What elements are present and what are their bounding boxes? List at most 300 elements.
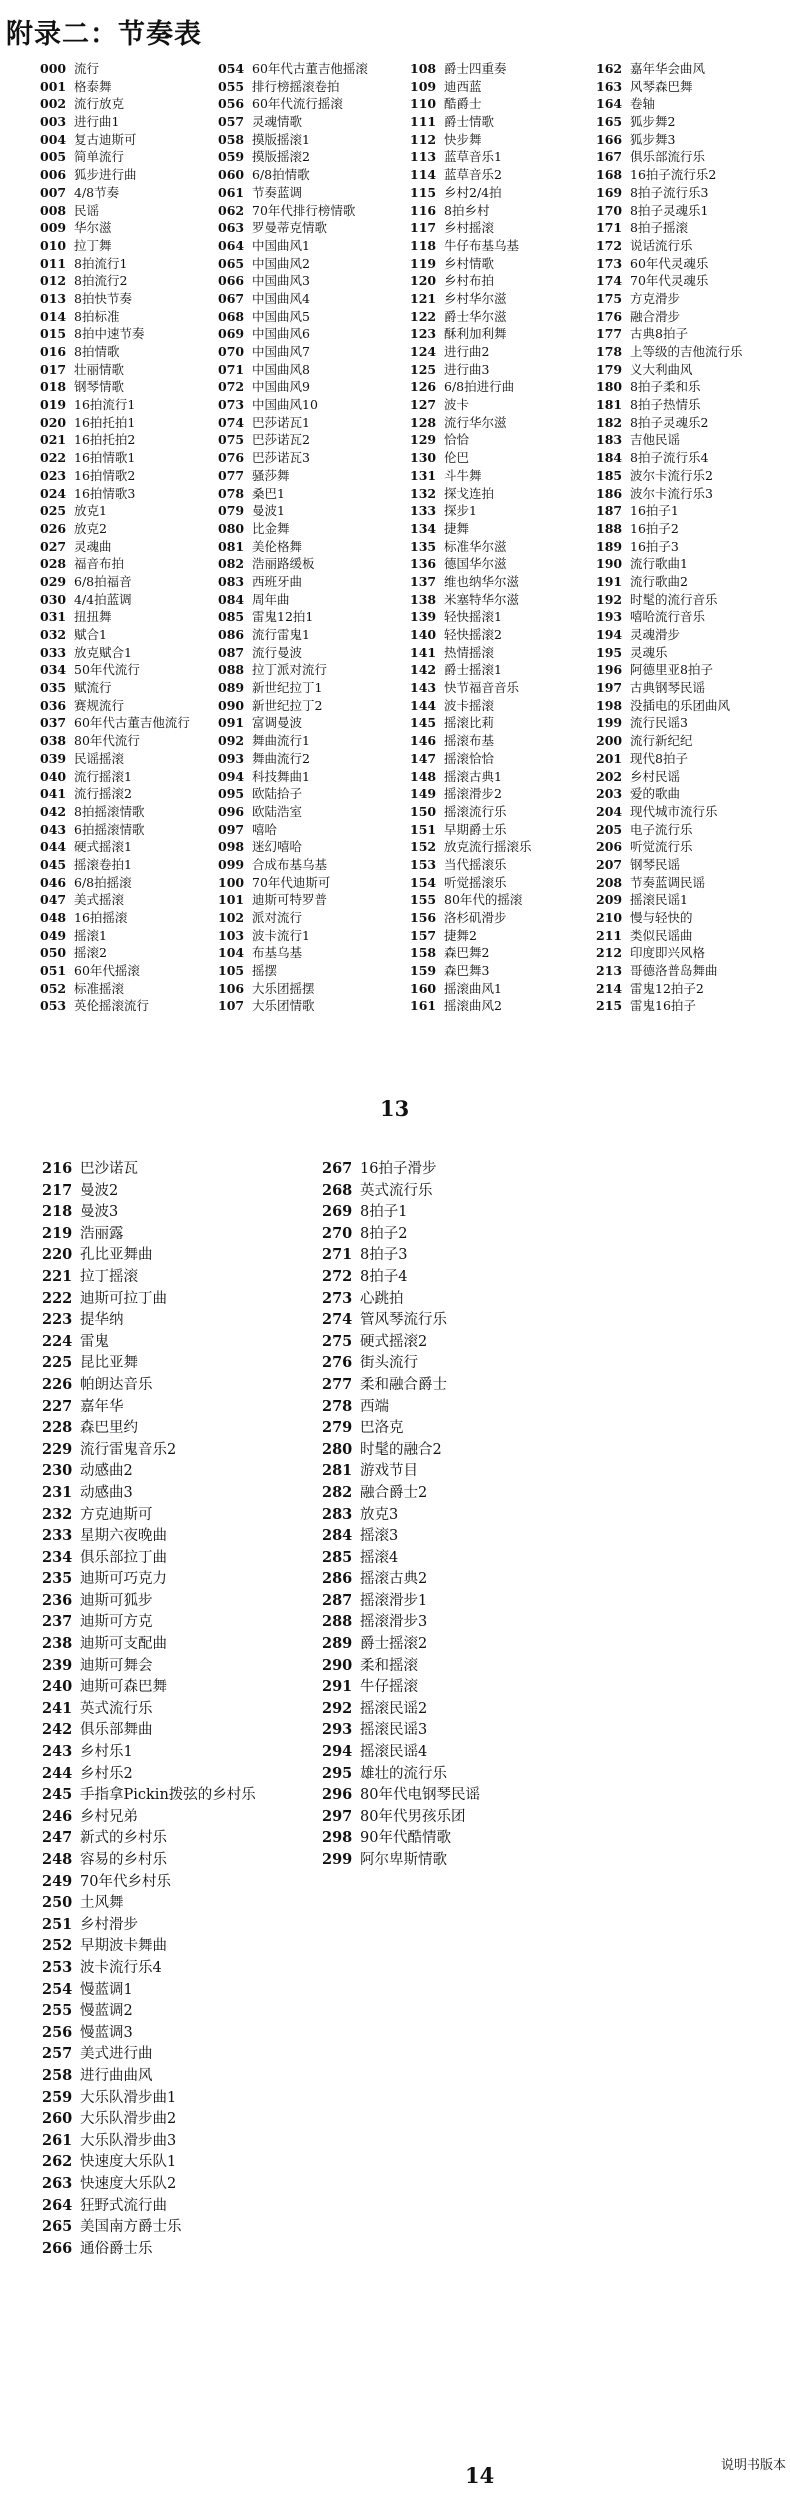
rhythm-entry xyxy=(42,1741,256,1763)
rhythm-entry xyxy=(218,962,368,980)
rhythm-number: 204 xyxy=(596,803,623,819)
footer-text: 说明书版本 xyxy=(720,2458,786,2473)
rhythm-number: 176 xyxy=(596,308,623,324)
rhythm-entry xyxy=(42,2238,256,2260)
rhythm-entry xyxy=(410,502,532,520)
rhythm-name: 英式流行乐 xyxy=(80,1700,153,1717)
rhythm-name: 狐步舞2 xyxy=(630,114,676,130)
rhythm-name: 听觉流行乐 xyxy=(630,839,693,855)
rhythm-entry xyxy=(410,219,532,237)
rhythm-number: 269 xyxy=(322,1203,353,1221)
rhythm-number: 154 xyxy=(410,874,437,890)
rhythm-number: 009 xyxy=(40,220,67,236)
rhythm-entry xyxy=(40,997,190,1015)
rhythm-entry xyxy=(410,272,532,290)
rhythm-number: 021 xyxy=(40,432,67,448)
rhythm-name: 洛杉矶滑步 xyxy=(444,910,507,925)
rhythm-entry xyxy=(42,1676,256,1698)
rhythm-entry xyxy=(40,626,190,644)
rhythm-entry xyxy=(596,166,743,184)
rhythm-name: 酷爵士 xyxy=(444,96,482,112)
rhythm-entry xyxy=(42,1763,256,1785)
rhythm-number: 116 xyxy=(410,202,437,218)
rhythm-name: 8拍乡村 xyxy=(444,202,490,218)
rhythm-entry xyxy=(218,697,368,715)
rhythm-name: 摇滚曲风1 xyxy=(444,980,502,996)
rhythm-name: 斗牛舞 xyxy=(444,467,482,483)
rhythm-entry xyxy=(322,1547,480,1569)
rhythm-number: 076 xyxy=(218,450,245,466)
rhythm-number: 178 xyxy=(596,344,623,359)
rhythm-entry xyxy=(596,909,743,927)
rhythm-number: 289 xyxy=(322,1635,353,1653)
rhythm-entry xyxy=(42,1309,256,1331)
rhythm-entry xyxy=(410,732,532,750)
rhythm-number: 050 xyxy=(40,945,67,961)
rhythm-name: 80年代电钢琴民谣 xyxy=(360,1787,480,1804)
rhythm-name: 当代摇滚乐 xyxy=(444,856,507,872)
rhythm-name: 古典钢琴民谣 xyxy=(630,680,706,696)
rhythm-entry xyxy=(322,1309,480,1331)
rhythm-number: 207 xyxy=(596,856,623,872)
rhythm-entry xyxy=(42,1568,256,1590)
rhythm-name: 迪西蓝 xyxy=(444,78,482,94)
rhythm-name: 16拍子滑步 xyxy=(360,1161,437,1177)
rhythm-name: 动感曲2 xyxy=(80,1463,133,1480)
rhythm-entry xyxy=(40,785,190,803)
rhythm-entry xyxy=(40,768,190,786)
rhythm-entry xyxy=(218,909,368,927)
rhythm-entry xyxy=(410,803,532,821)
rhythm-entry xyxy=(596,714,743,732)
rhythm-number: 161 xyxy=(410,998,437,1014)
rhythm-entry xyxy=(596,520,743,538)
rhythm-entry xyxy=(218,202,368,220)
rhythm-entry xyxy=(596,644,743,662)
rhythm-entry xyxy=(596,626,743,644)
rhythm-number: 077 xyxy=(218,467,245,483)
rhythm-name: 浩丽露 xyxy=(80,1225,124,1242)
rhythm-number: 150 xyxy=(410,803,437,819)
rhythm-name: 波尔卡流行乐3 xyxy=(630,485,713,501)
rhythm-name: 乡村乐2 xyxy=(80,1765,133,1782)
rhythm-number: 212 xyxy=(596,945,623,961)
rhythm-number: 195 xyxy=(596,644,623,660)
rhythm-name: 合成布基乌基 xyxy=(252,856,328,872)
rhythm-entry xyxy=(410,785,532,803)
rhythm-number: 056 xyxy=(218,96,245,112)
rhythm-name: 大乐队滑步曲2 xyxy=(80,2111,177,2128)
rhythm-name: 民谣摇滚 xyxy=(74,750,125,766)
rhythm-entry xyxy=(596,821,743,839)
rhythm-number: 138 xyxy=(410,591,437,607)
rhythm-entry xyxy=(322,1741,480,1763)
rhythm-entry xyxy=(40,502,190,520)
rhythm-number: 064 xyxy=(218,237,245,253)
rhythm-entry xyxy=(42,1935,256,1957)
rhythm-name: 巴洛克 xyxy=(360,1420,404,1437)
rhythm-number: 036 xyxy=(40,697,67,713)
rhythm-name: 6/8拍福音 xyxy=(74,573,132,589)
rhythm-name: 中国曲风4 xyxy=(252,290,310,306)
rhythm-entry xyxy=(410,290,532,308)
rhythm-entry xyxy=(596,891,743,909)
rhythm-name: 雄壮的流行乐 xyxy=(360,1765,447,1782)
rhythm-name: 布基乌基 xyxy=(252,945,303,961)
rhythm-entry xyxy=(42,1482,256,1504)
rhythm-number: 276 xyxy=(322,1354,353,1372)
rhythm-entry xyxy=(322,1698,480,1720)
rhythm-entry xyxy=(218,997,368,1015)
rhythm-number: 043 xyxy=(40,821,67,837)
rhythm-entry xyxy=(218,325,368,343)
rhythm-name: 现代城市流行乐 xyxy=(630,803,718,819)
rhythm-number: 012 xyxy=(40,273,67,289)
rhythm-name: 80年代的摇滚 xyxy=(444,892,523,908)
rhythm-entry xyxy=(42,1266,256,1288)
rhythm-entry xyxy=(218,573,368,591)
rhythm-name: 大乐团情歌 xyxy=(252,998,315,1014)
rhythm-entry xyxy=(322,1266,480,1288)
rhythm-name: 中国曲风5 xyxy=(252,308,310,324)
rhythm-number: 045 xyxy=(40,856,67,872)
rhythm-number: 290 xyxy=(322,1656,353,1674)
rhythm-entry xyxy=(410,237,532,255)
rhythm-entry xyxy=(596,431,743,449)
rhythm-number: 297 xyxy=(322,1807,353,1825)
rhythm-entry xyxy=(322,1180,480,1202)
rhythm-number: 125 xyxy=(410,361,437,377)
rhythm-entry xyxy=(596,750,743,768)
rhythm-number: 019 xyxy=(40,397,67,413)
rhythm-entry xyxy=(596,962,743,980)
rhythm-entry xyxy=(42,1827,256,1849)
rhythm-number: 293 xyxy=(322,1721,353,1739)
rhythm-number: 051 xyxy=(40,963,67,979)
rhythm-entry xyxy=(42,1158,256,1180)
rhythm-number: 170 xyxy=(596,202,623,218)
rhythm-entry xyxy=(218,113,368,131)
rhythm-name: 16拍子3 xyxy=(630,538,679,554)
page-number: 13 xyxy=(380,1096,410,1121)
rhythm-name: 赋流行 xyxy=(74,680,112,696)
rhythm-entry xyxy=(218,538,368,556)
rhythm-number: 229 xyxy=(42,1440,73,1458)
rhythm-number: 291 xyxy=(322,1678,353,1696)
rhythm-entry xyxy=(40,184,190,202)
rhythm-name: 摇滚3 xyxy=(360,1528,399,1545)
rhythm-name: 乡村兄弟 xyxy=(80,1808,138,1825)
rhythm-number: 255 xyxy=(42,2002,73,2020)
rhythm-entry xyxy=(40,555,190,573)
rhythm-entry xyxy=(410,750,532,768)
rhythm-name: 印度即兴风格 xyxy=(630,945,706,961)
rhythm-entry xyxy=(40,378,190,396)
rhythm-name: 新世纪拉丁1 xyxy=(252,680,323,696)
rhythm-entry xyxy=(218,750,368,768)
rhythm-name: 摇滚民谣3 xyxy=(360,1722,428,1739)
rhythm-entry xyxy=(322,1352,480,1374)
rhythm-number: 002 xyxy=(40,96,67,112)
rhythm-number: 278 xyxy=(322,1397,353,1415)
rhythm-entry xyxy=(596,856,743,874)
rhythm-number: 099 xyxy=(218,856,245,872)
rhythm-number: 286 xyxy=(322,1570,353,1588)
rhythm-number: 132 xyxy=(410,485,437,501)
rhythm-number: 123 xyxy=(410,326,437,342)
rhythm-number: 201 xyxy=(596,750,623,766)
rhythm-name: 进行曲3 xyxy=(444,361,490,377)
rhythm-number: 120 xyxy=(410,273,437,289)
rhythm-number: 091 xyxy=(218,715,245,731)
rhythm-entry xyxy=(40,874,190,892)
rhythm-number: 159 xyxy=(410,963,437,979)
rhythm-entry xyxy=(42,2151,256,2173)
rhythm-number: 175 xyxy=(596,290,623,306)
rhythm-entry xyxy=(410,95,532,113)
rhythm-name: 摇滚1 xyxy=(74,927,107,943)
rhythm-entry xyxy=(40,467,190,485)
rhythm-name: 周年曲 xyxy=(252,591,290,607)
rhythm-entry xyxy=(322,1417,480,1439)
rhythm-number: 192 xyxy=(596,591,623,607)
rhythm-number: 111 xyxy=(410,114,437,130)
rhythm-entry xyxy=(42,2000,256,2022)
rhythm-name: 进行曲曲风 xyxy=(80,2067,153,2084)
rhythm-number: 210 xyxy=(596,910,623,925)
rhythm-name: 英伦摇滚流行 xyxy=(74,998,150,1014)
rhythm-number: 151 xyxy=(410,821,437,837)
rhythm-number: 277 xyxy=(322,1375,353,1393)
rhythm-name: 提华纳 xyxy=(80,1312,124,1329)
rhythm-name: 昆比亚舞 xyxy=(80,1355,138,1372)
rhythm-name: 4/8节奏 xyxy=(74,184,120,200)
rhythm-name: 捷舞 xyxy=(444,520,470,536)
rhythm-number: 254 xyxy=(42,1980,73,1998)
rhythm-entry xyxy=(42,2216,256,2238)
rhythm-number: 246 xyxy=(42,1807,73,1825)
rhythm-entry xyxy=(40,538,190,556)
rhythm-entry xyxy=(410,166,532,184)
rhythm-entry xyxy=(596,927,743,945)
rhythm-entry xyxy=(218,308,368,326)
rhythm-name: 孔比亚舞曲 xyxy=(80,1247,153,1264)
rhythm-name: 80年代流行 xyxy=(74,733,140,749)
rhythm-entry xyxy=(322,1504,480,1526)
rhythm-number: 296 xyxy=(322,1786,353,1804)
rhythm-entry xyxy=(40,803,190,821)
rhythm-number: 109 xyxy=(410,78,437,94)
rhythm-name: 50年代流行 xyxy=(74,662,140,678)
rhythm-name: 壮丽情歌 xyxy=(74,361,125,377)
rhythm-name: 雷鬼12拍1 xyxy=(252,609,314,625)
rhythm-name: 俱乐部舞曲 xyxy=(80,1722,153,1739)
rhythm-name: 6/8拍摇滚 xyxy=(74,874,132,890)
rhythm-name: 卷轴 xyxy=(630,96,656,112)
rhythm-name: 福音布拍 xyxy=(74,556,125,572)
rhythm-name: 16拍情歌3 xyxy=(74,485,136,501)
rhythm-entry xyxy=(218,944,368,962)
rhythm-entry xyxy=(410,449,532,467)
rhythm-name: 70年代灵魂乐 xyxy=(630,273,709,289)
rhythm-number: 115 xyxy=(410,184,437,200)
rhythm-number: 073 xyxy=(218,397,245,413)
rhythm-number: 177 xyxy=(596,326,623,342)
rhythm-number: 256 xyxy=(42,2023,73,2041)
rhythm-entry xyxy=(410,60,532,78)
rhythm-entry xyxy=(410,838,532,856)
rhythm-name: 16拍情歌2 xyxy=(74,467,136,483)
rhythm-number: 193 xyxy=(596,609,623,625)
rhythm-name: 美伦格舞 xyxy=(252,538,303,554)
rhythm-name: 轻快摇滚2 xyxy=(444,627,502,642)
rhythm-name: 8拍子热情乐 xyxy=(630,397,701,413)
rhythm-entry xyxy=(322,1784,480,1806)
rhythm-number: 078 xyxy=(218,485,245,501)
rhythm-entry xyxy=(218,60,368,78)
rhythm-number: 185 xyxy=(596,467,623,483)
rhythm-number: 253 xyxy=(42,1958,73,1976)
rhythm-number: 127 xyxy=(410,397,437,413)
rhythm-name: 6/8拍进行曲 xyxy=(444,379,515,395)
rhythm-name: 风琴森巴舞 xyxy=(630,78,693,94)
rhythm-entry xyxy=(40,608,190,626)
rhythm-number: 162 xyxy=(596,61,623,76)
rhythm-entry xyxy=(42,1590,256,1612)
rhythm-number: 168 xyxy=(596,167,623,183)
rhythm-name: 探戈连拍 xyxy=(444,485,495,501)
rhythm-column-3 xyxy=(410,60,532,1015)
rhythm-name: 富调曼波 xyxy=(252,715,303,731)
rhythm-entry xyxy=(218,502,368,520)
rhythm-entry xyxy=(322,1482,480,1504)
rhythm-entry xyxy=(218,343,368,361)
rhythm-name: 摇滚滑步2 xyxy=(444,786,502,802)
rhythm-name: 游戏节目 xyxy=(360,1463,418,1480)
rhythm-entry xyxy=(40,343,190,361)
rhythm-name: 乡村华尔滋 xyxy=(444,290,507,306)
rhythm-name: 迪斯可狐步 xyxy=(80,1592,153,1609)
rhythm-entry xyxy=(218,166,368,184)
rhythm-entry xyxy=(40,962,190,980)
rhythm-number: 153 xyxy=(410,856,437,872)
rhythm-column-5 xyxy=(42,1158,256,2259)
rhythm-name: 60年代灵魂乐 xyxy=(630,255,709,271)
rhythm-name: 8拍子柔和乐 xyxy=(630,379,701,395)
rhythm-name: 灵魂乐 xyxy=(630,644,668,660)
rhythm-entry xyxy=(218,644,368,662)
rhythm-column-2 xyxy=(218,60,368,1015)
rhythm-number: 215 xyxy=(596,998,623,1014)
rhythm-entry xyxy=(218,378,368,396)
rhythm-number: 279 xyxy=(322,1419,353,1437)
rhythm-entry xyxy=(322,1158,480,1180)
rhythm-name: 森巴舞2 xyxy=(444,945,490,961)
rhythm-number: 037 xyxy=(40,715,67,731)
rhythm-name: 流行曼波 xyxy=(252,644,303,660)
rhythm-entry xyxy=(40,325,190,343)
rhythm-number: 240 xyxy=(42,1678,73,1696)
rhythm-name: 牛仔布基乌基 xyxy=(444,237,520,253)
rhythm-number: 191 xyxy=(596,573,623,589)
rhythm-entry xyxy=(596,785,743,803)
rhythm-name: 标准华尔滋 xyxy=(444,538,507,554)
rhythm-entry xyxy=(42,1849,256,1871)
rhythm-entry xyxy=(218,874,368,892)
rhythm-entry xyxy=(42,1633,256,1655)
rhythm-number: 041 xyxy=(40,786,67,802)
rhythm-number: 085 xyxy=(218,609,245,625)
rhythm-name: 俱乐部拉丁曲 xyxy=(80,1549,167,1566)
rhythm-entry xyxy=(596,378,743,396)
rhythm-name: 中国曲风1 xyxy=(252,237,310,253)
rhythm-name: 阿德里亚8拍子 xyxy=(630,662,713,678)
rhythm-number: 101 xyxy=(218,892,245,908)
rhythm-number: 020 xyxy=(40,414,67,430)
rhythm-number: 174 xyxy=(596,273,623,289)
rhythm-entry xyxy=(42,1374,256,1396)
rhythm-name: 蓝草音乐1 xyxy=(444,149,502,165)
rhythm-name: 流行歌曲1 xyxy=(630,556,688,572)
rhythm-entry xyxy=(410,78,532,96)
rhythm-name: 8拍标准 xyxy=(74,308,120,324)
rhythm-number: 261 xyxy=(42,2131,73,2149)
rhythm-number: 087 xyxy=(218,644,245,660)
rhythm-name: 狐步进行曲 xyxy=(74,167,137,183)
rhythm-name: 美式摇滚 xyxy=(74,892,125,908)
rhythm-entry xyxy=(218,838,368,856)
rhythm-entry xyxy=(322,1288,480,1310)
rhythm-entry xyxy=(42,1504,256,1526)
rhythm-entry xyxy=(596,325,743,343)
rhythm-entry xyxy=(218,520,368,538)
rhythm-name: 8拍子灵魂乐1 xyxy=(630,202,709,218)
rhythm-number: 238 xyxy=(42,1635,73,1653)
rhythm-name: 融合爵士2 xyxy=(360,1484,428,1501)
rhythm-number: 180 xyxy=(596,379,623,395)
rhythm-name: 森巴里约 xyxy=(80,1420,138,1437)
rhythm-entry xyxy=(596,502,743,520)
rhythm-name: 摇滚流行乐 xyxy=(444,803,507,819)
rhythm-number: 182 xyxy=(596,414,623,430)
rhythm-name: 流行摇滚2 xyxy=(74,786,132,802)
rhythm-number: 081 xyxy=(218,538,245,554)
rhythm-entry xyxy=(596,449,743,467)
rhythm-number: 060 xyxy=(218,167,245,183)
rhythm-entry xyxy=(596,661,743,679)
rhythm-number: 086 xyxy=(218,627,245,642)
rhythm-number: 249 xyxy=(42,1872,73,1890)
rhythm-name: 摇滚4 xyxy=(360,1549,399,1566)
rhythm-entry xyxy=(42,1957,256,1979)
rhythm-name: 华尔滋 xyxy=(74,220,112,236)
rhythm-entry xyxy=(40,485,190,503)
rhythm-entry xyxy=(410,131,532,149)
rhythm-name: 慢蓝调3 xyxy=(80,2024,133,2041)
rhythm-entry xyxy=(42,1525,256,1547)
rhythm-entry xyxy=(322,1201,480,1223)
rhythm-number: 160 xyxy=(410,980,437,996)
rhythm-entry xyxy=(596,768,743,786)
rhythm-number: 285 xyxy=(322,1548,353,1566)
rhythm-name: 放克2 xyxy=(74,520,107,536)
rhythm-name: 中国曲风8 xyxy=(252,361,310,377)
rhythm-name: 16拍摇滚 xyxy=(74,910,128,925)
rhythm-name: 60年代摇滚 xyxy=(74,963,140,979)
rhythm-entry xyxy=(322,1763,480,1785)
rhythm-number: 089 xyxy=(218,680,245,696)
rhythm-number: 074 xyxy=(218,414,245,430)
